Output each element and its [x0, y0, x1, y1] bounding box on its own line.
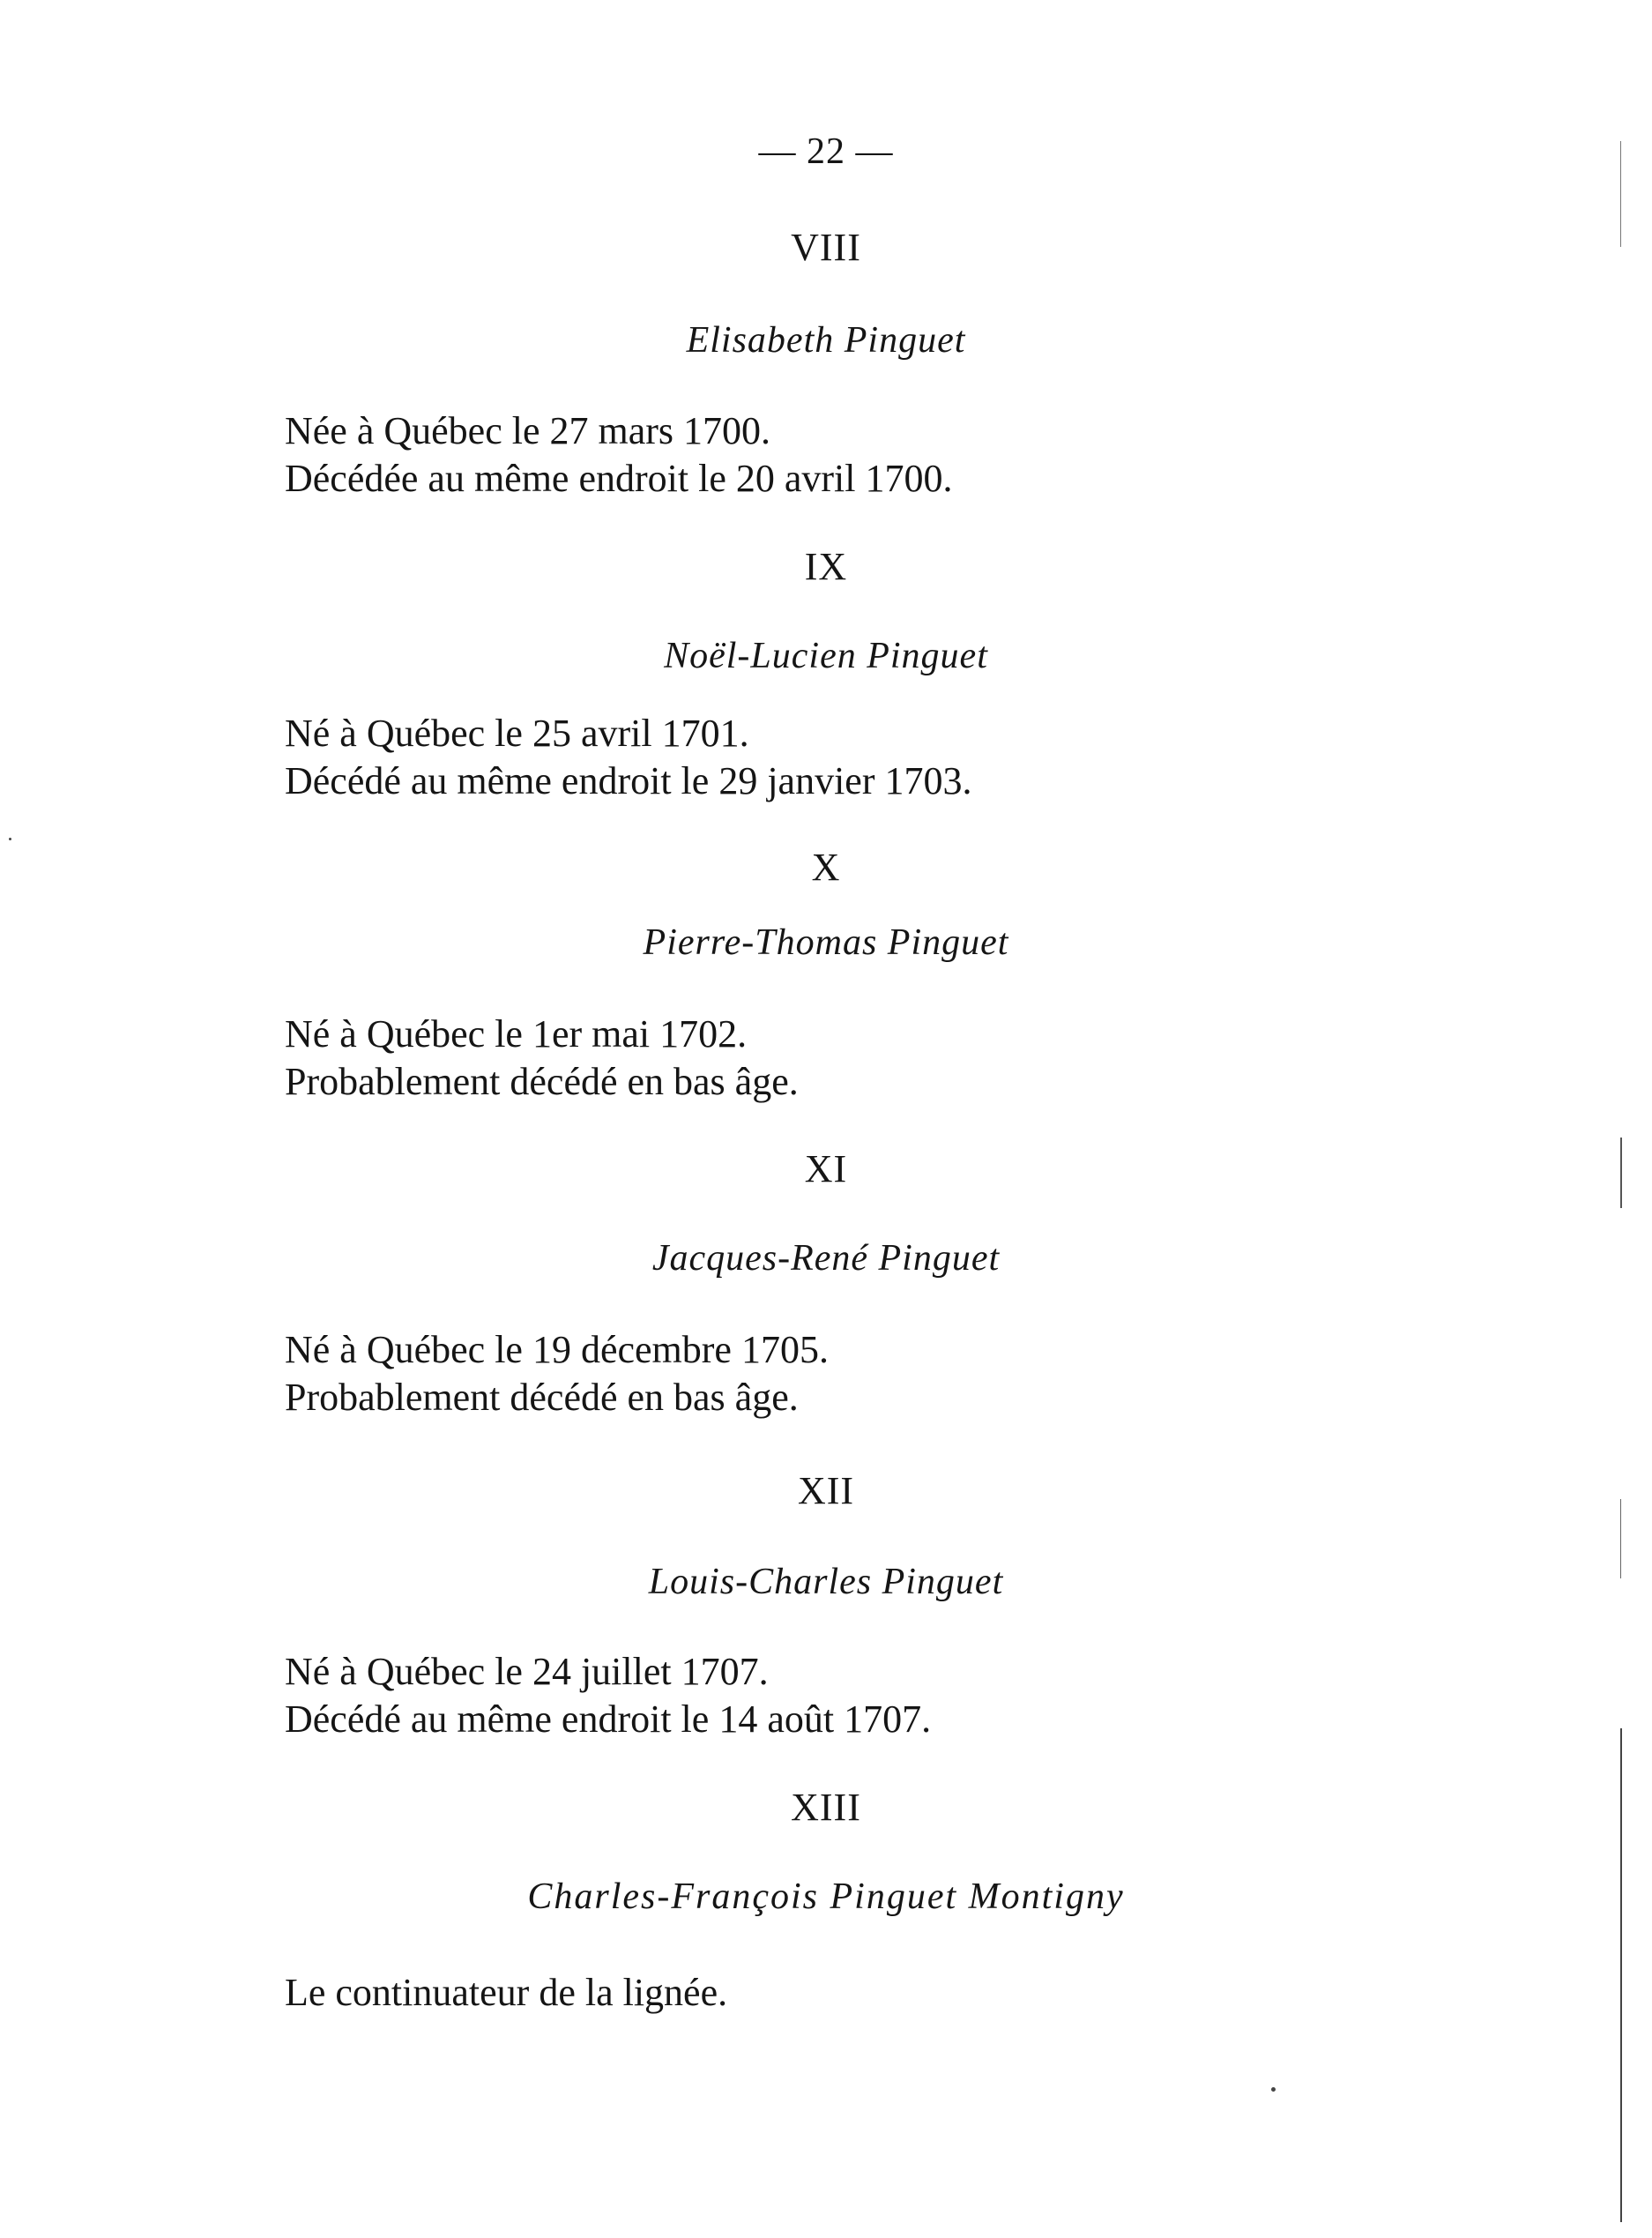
entry-number: VIII [791, 226, 861, 269]
entry-number: XIII [791, 1786, 861, 1829]
entry-line: Né à Québec le 24 juillet 1707. [285, 1650, 769, 1693]
scan-speck [9, 838, 11, 840]
entry-name: Noël-Lucien Pinguet [664, 636, 988, 676]
entry-line: Décédé au même endroit le 14 août 1707. [285, 1697, 932, 1741]
entry-name: Charles-François Pinguet Montigny [527, 1876, 1125, 1917]
entry-line: Probablement décédé en bas âge. [285, 1060, 799, 1103]
entry-name: Elisabeth Pinguet [686, 320, 966, 361]
entry-number: IX [804, 545, 848, 588]
entry-name: Jacques-René Pinguet [651, 1238, 1001, 1279]
scan-margin-mark [1620, 1499, 1621, 1578]
entry-line: Décédée au même endroit le 20 avril 1700. [285, 457, 953, 500]
page-number: — 22 — [758, 131, 894, 172]
entry-number: XII [797, 1469, 855, 1512]
scan-margin-mark [1620, 141, 1621, 247]
entry-number: X [811, 846, 841, 889]
entry-line: Né à Québec le 19 décembre 1705. [285, 1328, 829, 1371]
entry-line: Né à Québec le 1er mai 1702. [285, 1012, 748, 1056]
entry-number: XI [804, 1147, 848, 1190]
entry-name: Louis-Charles Pinguet [648, 1562, 1004, 1602]
entry-line: Probablement décédé en bas âge. [285, 1376, 799, 1419]
entry-line: Le continuateur de la lignée. [285, 1971, 728, 2014]
entry-line: Décédé au même endroit le 29 janvier 1703. [285, 759, 972, 802]
entry-line: Née à Québec le 27 mars 1700. [285, 409, 771, 452]
entry-line: Né à Québec le 25 avril 1701. [285, 712, 749, 755]
scan-margin-mark [1620, 1138, 1622, 1208]
entry-name: Pierre-Thomas Pinguet [643, 922, 1009, 963]
scan-speck [1271, 2087, 1276, 2092]
scan-margin-mark [1620, 1728, 1622, 2222]
